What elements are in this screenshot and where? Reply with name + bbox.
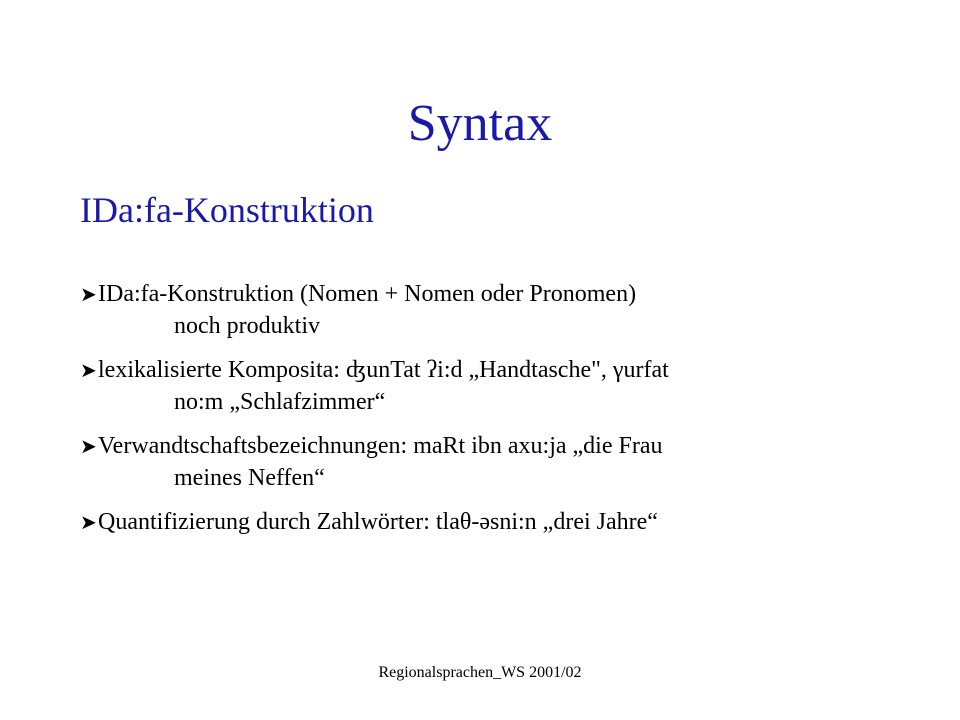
bullet-line: Verwandtschaftsbezeichnungen: maRt ibn axu:ja „die Frau [98, 433, 663, 459]
bullet-line-continued: no:m „Schlafzimmer“ [174, 389, 386, 415]
arrowhead-bullet-icon: ➤ [80, 510, 97, 534]
bullet-line: lexikalisierte Komposita: ʤunTat ʔi:d „Handtasche", γurfat [98, 357, 669, 383]
bullet-line: IDa:fa-Konstruktion (Nomen + Nomen oder Pronomen) [98, 281, 637, 307]
bullet-item-komposita [80, 354, 940, 418]
bullet-line: Quantifizierung durch Zahlwörter: tlaθ-əsni:n „drei Jahre“ [98, 509, 658, 535]
bullet-line-continued: noch produktiv [174, 313, 320, 339]
bullet-line-continued: meines Neffen“ [174, 465, 325, 491]
slide-subtitle: IDa:fa-Konstruktion [80, 190, 374, 230]
bullet-item-quantifizierung [80, 506, 940, 538]
arrowhead-bullet-icon: ➤ [80, 358, 97, 382]
bullet-list [80, 278, 940, 550]
arrowhead-bullet-icon: ➤ [80, 434, 97, 458]
bullet-item-dafa [80, 278, 940, 342]
slide-footer: Regionalsprachen_WS 2001/02 [378, 664, 582, 681]
bullet-item-verwandtschaft [80, 430, 940, 494]
arrowhead-bullet-icon: ➤ [80, 282, 97, 306]
slide-title: Syntax [407, 95, 553, 152]
